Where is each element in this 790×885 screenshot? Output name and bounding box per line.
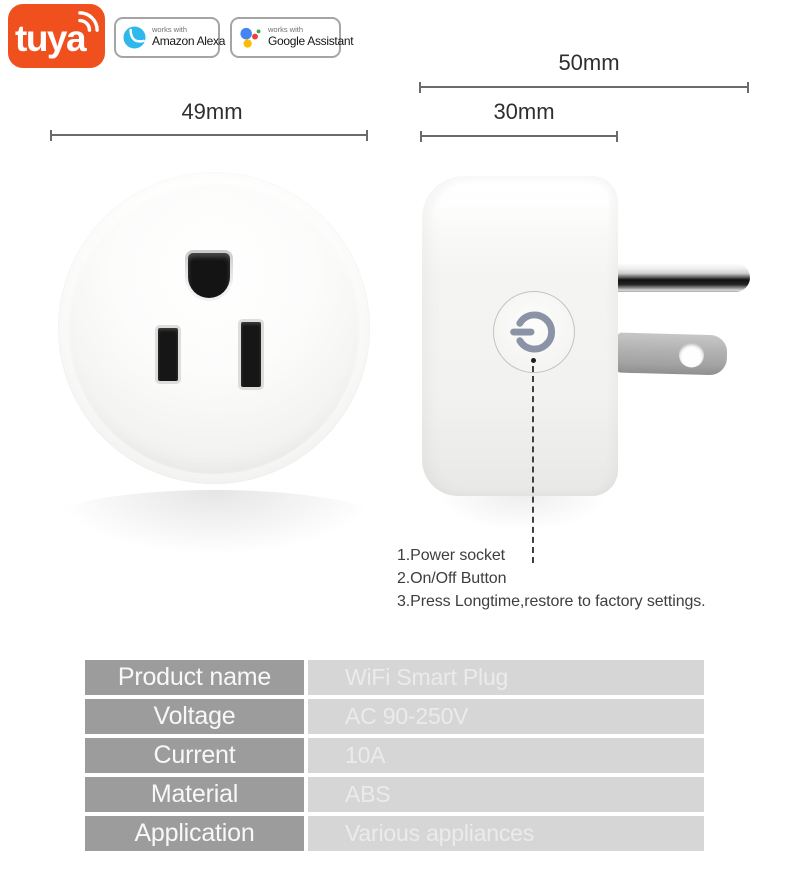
- works-with-label: works with: [268, 25, 304, 35]
- tuya-logo-text: tuya: [15, 17, 86, 59]
- spec-label-material: Material: [85, 777, 304, 812]
- note-factory-reset: 3.Press Longtime,restore to factory settings.: [397, 593, 706, 610]
- works-with-label: works with: [152, 25, 188, 35]
- power-icon: [509, 307, 559, 357]
- feature-notes: [397, 544, 706, 613]
- amazon-alexa-label: Amazon Alexa: [152, 33, 226, 48]
- front-width-dimension-label: 49mm: [181, 99, 243, 124]
- spec-value-material: ABS: [308, 777, 704, 812]
- wifi-arcs-icon: [77, 10, 100, 33]
- front-view-reflection: [40, 490, 390, 560]
- note-on-off-button: 2.On/Off Button: [397, 570, 507, 587]
- google-assistant-icon: [239, 26, 262, 49]
- spec-value-current: 10A: [308, 738, 704, 773]
- google-assistant-label: Google Assistant: [268, 33, 354, 48]
- spec-table: [85, 660, 704, 851]
- total-depth-dimension-label: 50mm: [558, 50, 620, 75]
- body-depth-dimension-label: 30mm: [493, 99, 555, 124]
- spec-label-current: Current: [85, 738, 304, 773]
- table-row: [85, 816, 704, 851]
- table-row: [85, 738, 704, 773]
- side-view-reflection: [430, 494, 615, 534]
- spec-label-application: Application: [85, 816, 304, 851]
- table-row: [85, 777, 704, 812]
- plug-ground-pin: [616, 333, 727, 376]
- front-width-dimension-line: [50, 134, 368, 136]
- smart-plug-front-view: [58, 172, 370, 484]
- ground-pin-hole: [188, 253, 230, 298]
- total-depth-dimension-line: [419, 86, 749, 88]
- table-row: [85, 660, 704, 695]
- live-blade-slot: [158, 328, 178, 381]
- works-with-amazon-alexa-badge: [114, 17, 226, 58]
- spec-label-voltage: Voltage: [85, 699, 304, 734]
- note-power-socket: 1.Power socket: [397, 547, 505, 564]
- ground-pin-recess: [185, 250, 233, 301]
- neutral-blade-slot: [241, 322, 261, 387]
- ground-pin-hole-detail: [679, 342, 705, 368]
- plug-blade-prong: [615, 263, 750, 292]
- alexa-icon: [123, 26, 146, 49]
- works-with-google-assistant-badge: [230, 17, 354, 58]
- spec-label-product-name: Product name: [85, 660, 304, 695]
- callout-dashed-line: [532, 366, 534, 563]
- google-badge-texts: [268, 26, 353, 48]
- tuya-logo: [8, 4, 105, 68]
- spec-value-application: Various appliances: [308, 816, 704, 851]
- table-row: [85, 699, 704, 734]
- body-depth-dimension-line: [420, 135, 618, 137]
- alexa-badge-texts: [152, 26, 225, 48]
- spec-value-product-name: WiFi Smart Plug: [308, 660, 704, 695]
- callout-dot: [531, 358, 536, 363]
- spec-value-voltage: AC 90-250V: [308, 699, 704, 734]
